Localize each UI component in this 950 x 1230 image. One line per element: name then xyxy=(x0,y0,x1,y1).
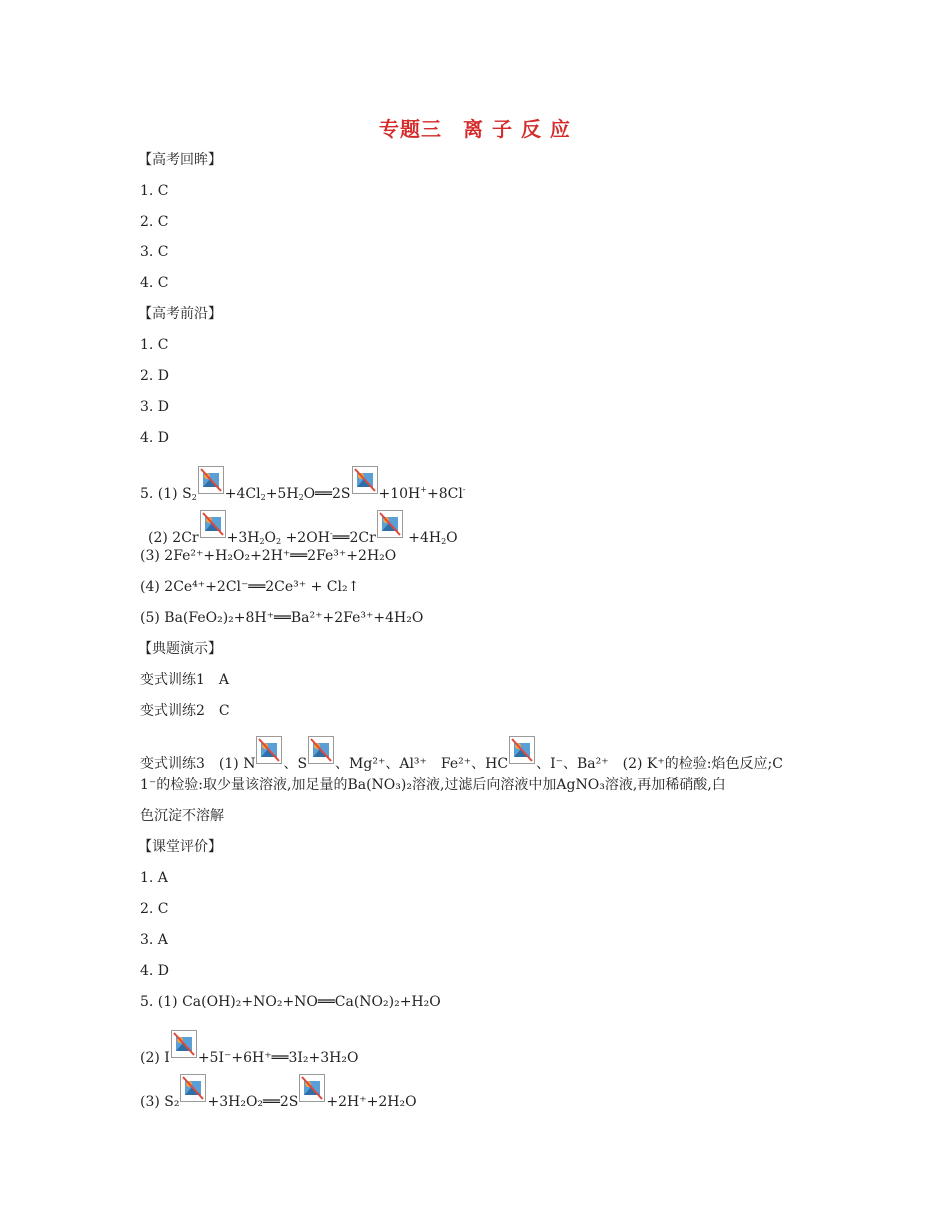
equation-line: (4) 2Ce⁴⁺+2Cl⁻══2Ce³⁺ + Cl₂↑ xyxy=(140,579,360,595)
broken-image-icon xyxy=(509,736,535,764)
answer-line: 变式训练3 (1) N 、S 、Mg²⁺、Al³⁺ Fe²⁺、HC 、I⁻、Ba²⁺ (2) K⁺的检验:焰色反应;C xyxy=(140,736,783,774)
answer-line: 1. C xyxy=(140,337,169,353)
answer-line: 4. D xyxy=(140,963,170,979)
broken-image-icon xyxy=(256,736,282,764)
broken-image-icon xyxy=(352,466,378,494)
answer-line: 3. D xyxy=(140,399,170,415)
equation-line: (5) Ba(FeO₂)₂+8H⁺══Ba²⁺+2Fe³⁺+4H₂O xyxy=(140,610,424,626)
broken-image-icon xyxy=(377,510,403,538)
answer-line: 2. D xyxy=(140,368,170,384)
answer-line: 1⁻的检验:取少量该溶液,加足量的Ba(NO₃)₂溶液,过滤后向溶液中加AgNO₃溶液,再加稀硝酸,白 xyxy=(140,777,726,793)
equation-line: 5. (1) $S_2$ $+4Cl_2+5H_2O══2S$ +10H++8Cl- xyxy=(140,466,466,508)
answer-line: 4. D xyxy=(140,430,170,446)
broken-image-icon xyxy=(198,466,224,494)
answer-line: 色沉淀不溶解 xyxy=(140,808,224,824)
section-ketang-pingjia: 【课堂评价】 xyxy=(138,839,222,855)
section-gaokao-qianyan: 【高考前沿】 xyxy=(138,306,222,322)
equation-line: (3) S₂ +3H₂O₂══2S +2H⁺+2H₂O xyxy=(140,1074,417,1112)
equation-line: (2) I +5I⁻+6H⁺══3I₂+3H₂O xyxy=(140,1030,358,1068)
broken-image-icon xyxy=(171,1030,197,1058)
equation-line: (2) 2Cr $+3H_2O_2$ +2OH-══2Cr $+4H_2O$ xyxy=(148,510,458,552)
equation-line: 5. (1) Ca(OH)₂+NO₂+NO══Ca(NO₂)₂+H₂O xyxy=(140,994,441,1010)
answer-line: 变式训练2 C xyxy=(140,703,230,719)
broken-image-icon xyxy=(308,736,334,764)
section-dianti-yanshi: 【典题演示】 xyxy=(138,641,222,657)
equation-line: (3) 2Fe²⁺+H₂O₂+2H⁺══2Fe³⁺+2H₂O xyxy=(140,548,397,564)
answer-line: 3. A xyxy=(140,932,168,948)
broken-image-icon xyxy=(200,510,226,538)
answer-line: 3. C xyxy=(140,244,169,260)
answer-line: 1. C xyxy=(140,183,169,199)
broken-image-icon xyxy=(299,1074,325,1102)
page-title: 专题三 离 子 反 应 xyxy=(379,117,571,141)
section-gaokao-huimou: 【高考回眸】 xyxy=(138,152,222,168)
answer-line: 2. C xyxy=(140,214,169,230)
answer-line: 4. C xyxy=(140,275,169,291)
answer-line: 变式训练1 A xyxy=(140,672,230,688)
broken-image-icon xyxy=(180,1074,206,1102)
answer-line: 1. A xyxy=(140,870,168,886)
answer-line: 2. C xyxy=(140,901,169,917)
